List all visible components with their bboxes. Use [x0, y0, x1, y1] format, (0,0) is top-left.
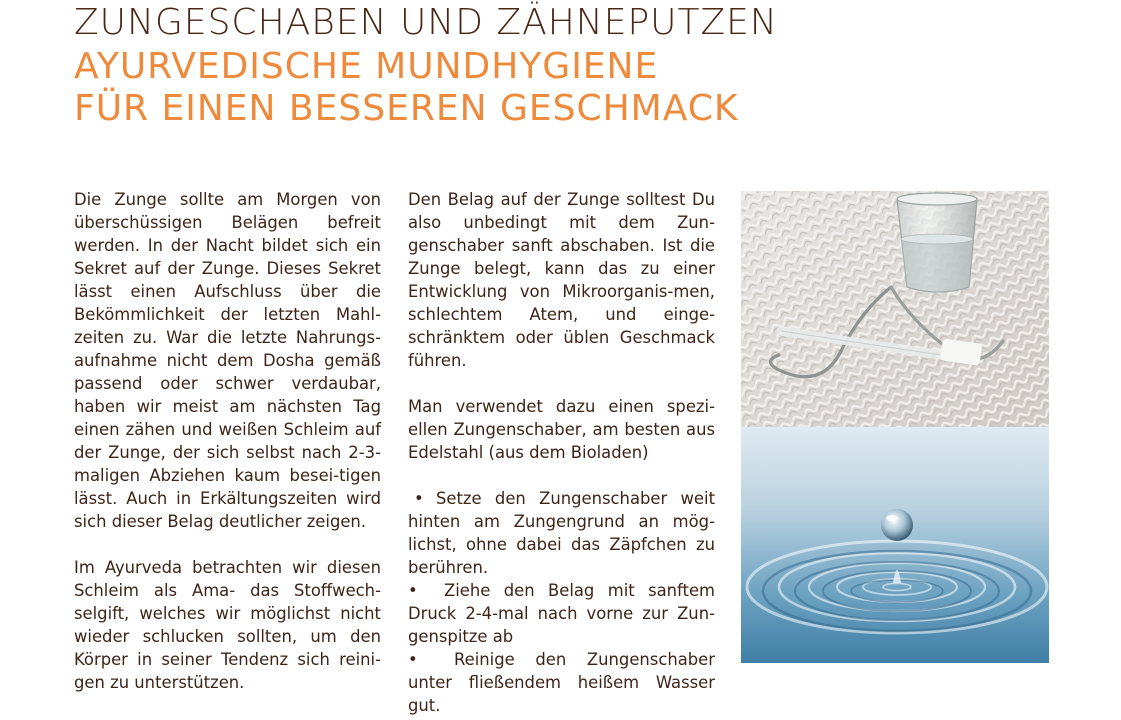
paragraph: Man verwendet dazu einen spezi-ellen Zungenschaber, am besten aus Edelstahl (aus dem Bioladen): [408, 397, 715, 462]
tongue-scraper-image: [741, 191, 1049, 427]
paragraph: Die Zunge sollte am Morgen von überschüssigen Belägen befreit werden. In der Nacht bildet sich ein Sekret auf der Zunge. Dieses Sekret lässt einen Aufschluss über die Bekömmlichkeit der letzten Mahl-zeiten zu. War die letzte Nahrungs-aufnahme nicht dem Dosha gemäß passend oder schwer verdaubar, haben wir meist am nächsten Tag einen zähen und weißen Schleim auf der Zunge, der sich selbst nach 2-3-maligen Abziehen kaum besei-tigen lässt. Auch in Erkältungszeiten wird sich dieser Belag deutlicher zeigen.: [74, 190, 381, 531]
water-drop-photo: [741, 427, 1049, 663]
bullet-symbol: •: [408, 650, 418, 669]
bullet-text: Setze den Zungenschaber weit hinten am Zungengrund an mög-lichst, ohne dabei das Zäpfchen zu berühren.: [408, 489, 715, 577]
bullet-text: Reinige den Zungenschaber unter fließendem heißem Wasser gut.: [408, 650, 715, 715]
bullet-item: [408, 648, 715, 717]
page-subtitle-line-1: AYURVEDISCHE MUNDHYGIENE: [74, 46, 659, 87]
paragraph: Im Ayurveda betrachten wir diesen Schleim als Ama- das Stoffwech-selgift, welches wir möglichst nicht wieder schlucken sollten, um den Körper in seiner Tendenz sich reini-gen zu unterstützen.: [74, 558, 381, 692]
bullet-item: [408, 487, 715, 579]
paragraph: Den Belag auf der Zunge solltest Du also unbedingt mit dem Zun-genschaber sanft abschaben. Ist die Zunge belegt, kann das zu einer Entwicklung von Mikroorganis-men, schlechtem Atem, und einge-schränktem oder üblen Geschmack führen.: [408, 190, 715, 370]
page-subtitle-line-2: FÜR EINEN BESSEREN GESCHMACK: [74, 88, 739, 129]
bullet-text: Ziehe den Belag mit sanftem Druck 2-4-mal nach vorne zur Zun-genspitze ab: [408, 581, 715, 646]
tongue-scraper-photo: [741, 191, 1049, 427]
text-column-middle: [408, 188, 715, 717]
bullet-symbol: •: [408, 581, 418, 600]
text-column-left: [74, 188, 381, 717]
bullet-symbol: •: [414, 489, 424, 508]
water-drop-image: [741, 427, 1049, 663]
page-title: ZUNGESCHABEN UND ZÄHNEPUTZEN: [74, 2, 778, 43]
bullet-item: [408, 579, 715, 648]
